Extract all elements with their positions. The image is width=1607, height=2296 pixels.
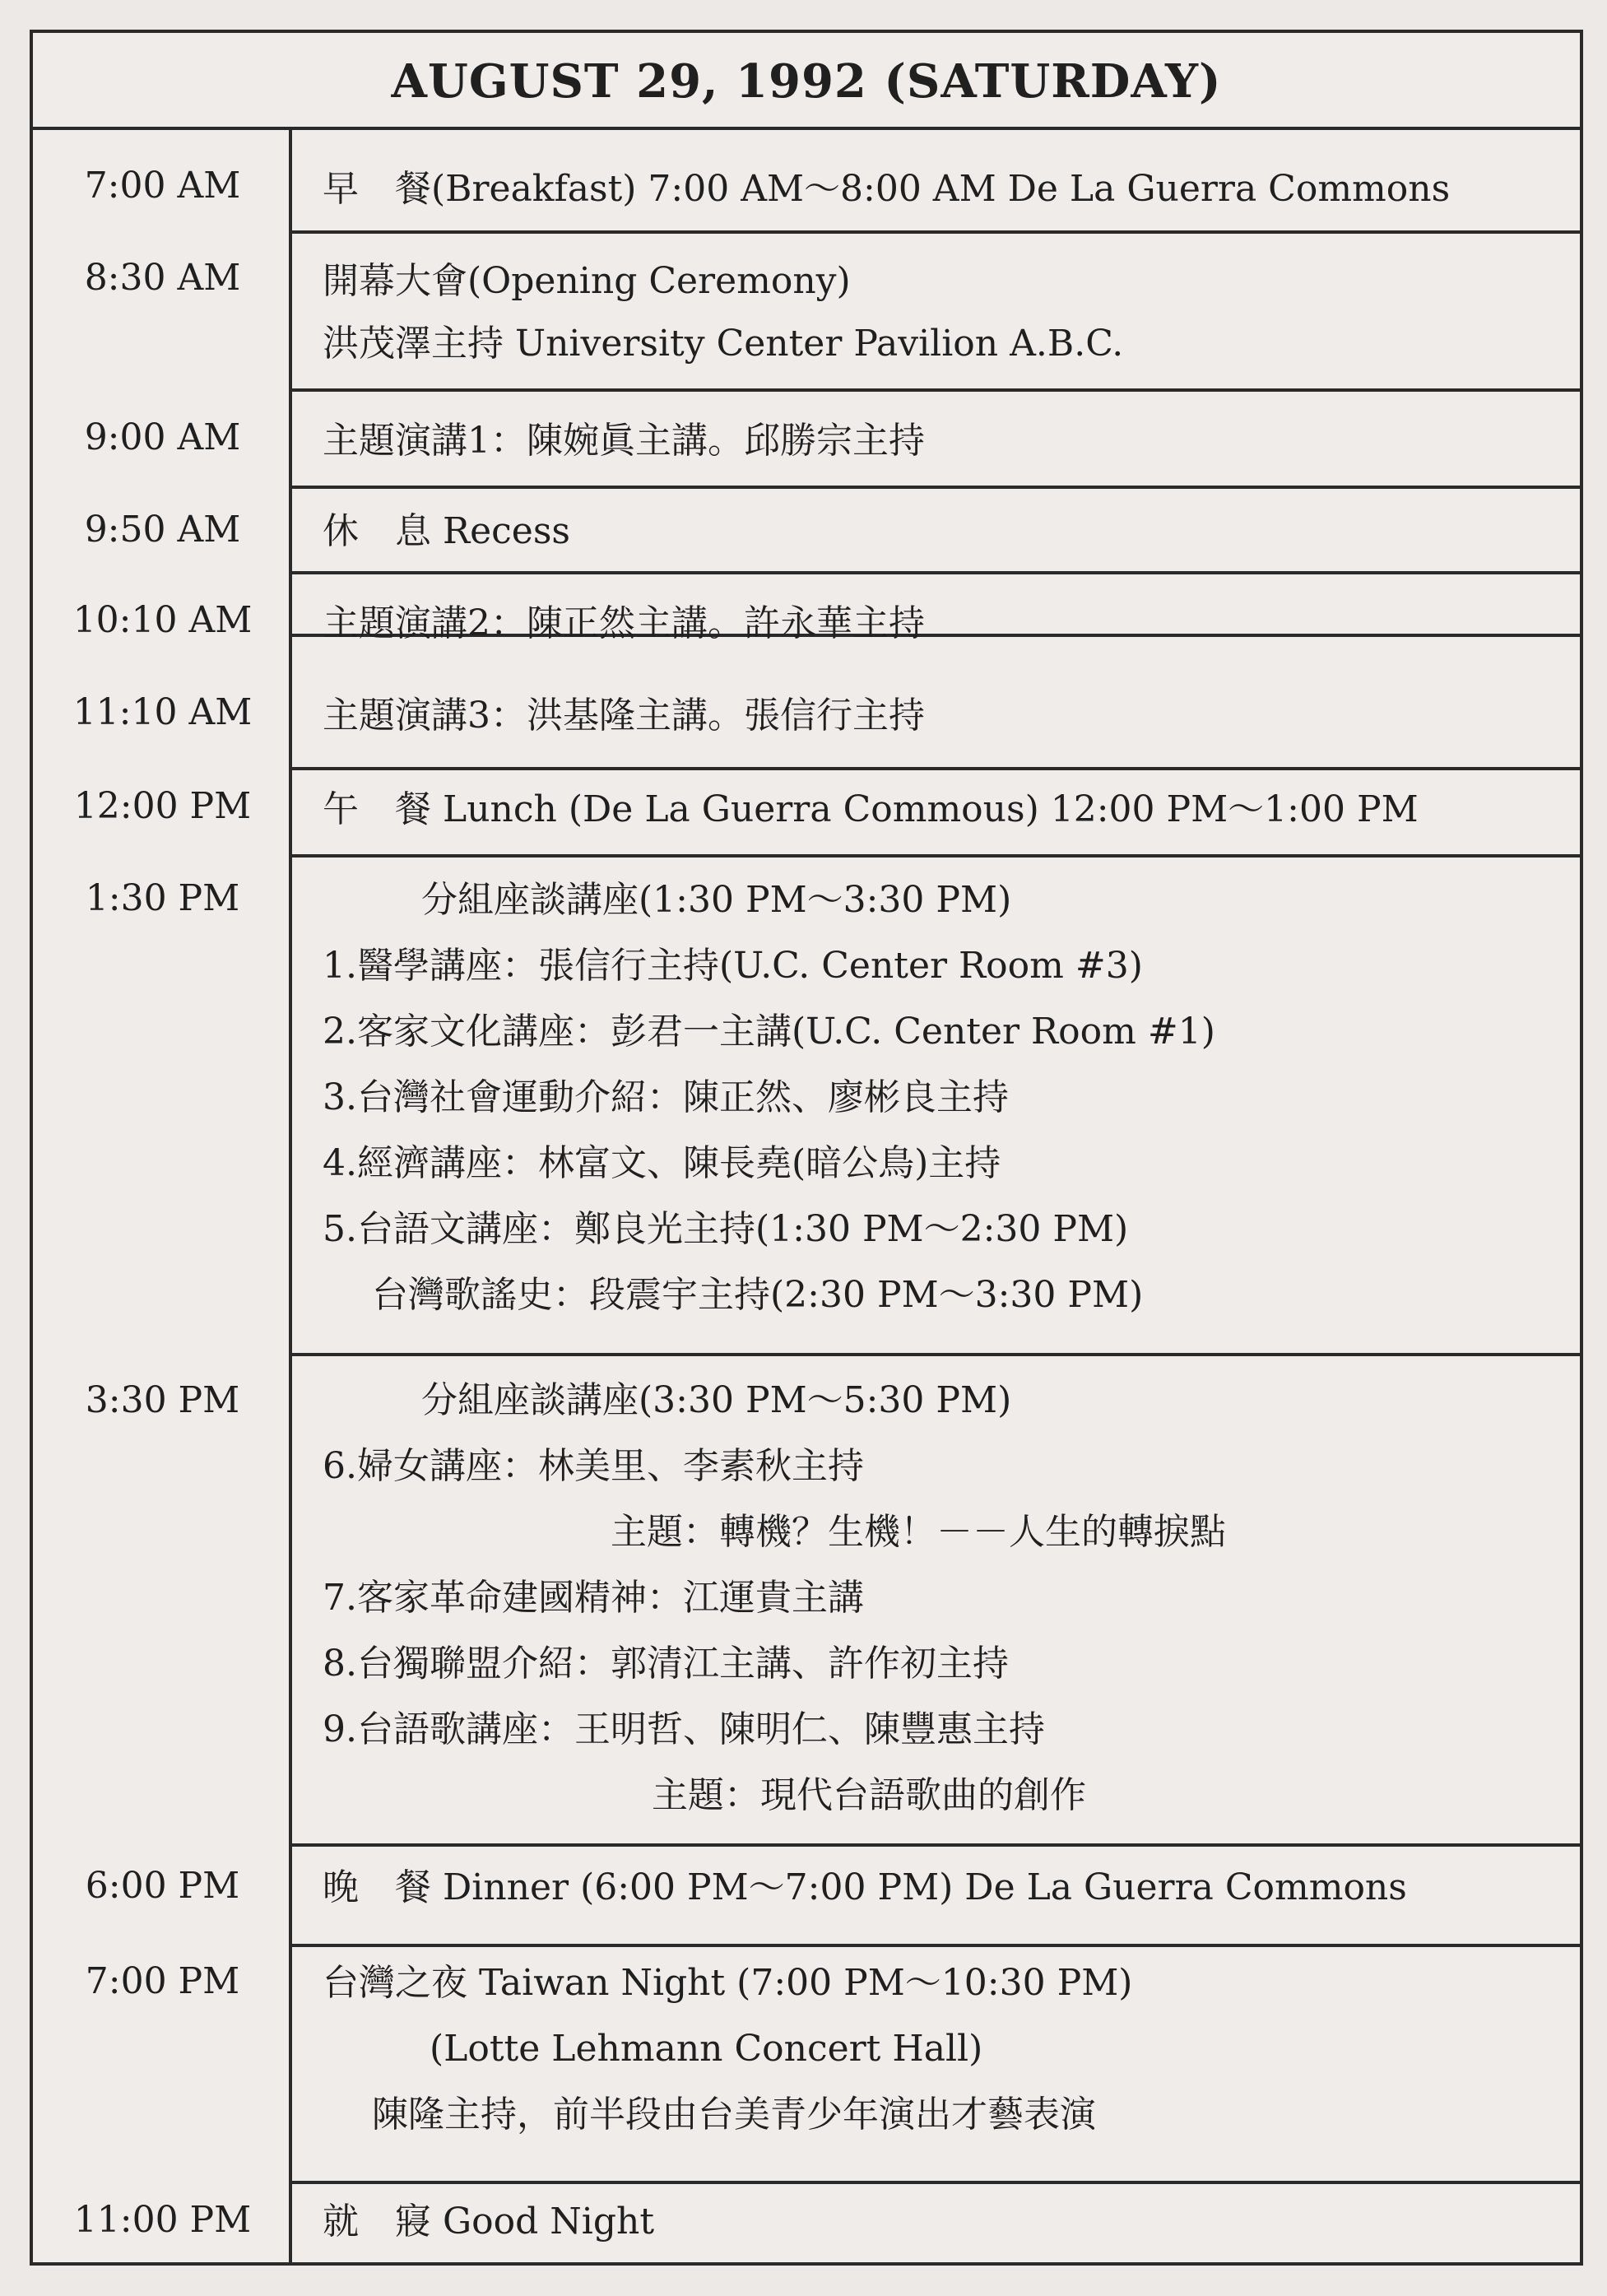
time-label: 8:30 AM <box>84 257 241 299</box>
schedule-entry <box>323 249 1563 377</box>
time-label: 9:50 AM <box>84 509 241 551</box>
entry-line: 分組座談講座(3:30 PM～5:30 PM) <box>421 1379 1012 1421</box>
schedule-entry <box>323 683 1563 749</box>
entry-line: 陳隆主持，前半段由台美青少年演出才藝表演 <box>372 2094 1096 2136</box>
entry-line: 分組座談講座(1:30 PM～3:30 PM) <box>421 879 1012 921</box>
schedule-entry <box>323 2189 1563 2255</box>
time-label: 7:00 PM <box>85 1960 240 2002</box>
schedule-entry <box>323 1950 1563 2148</box>
entry-line: 就 寢 Good Night <box>323 2201 655 2243</box>
page-title: AUGUST 29, 1992 (SATURDAY) <box>33 33 1580 130</box>
schedule-entry <box>323 777 1563 843</box>
row-divider <box>292 2181 1580 2184</box>
schedule-sheet <box>30 30 1583 2266</box>
schedule-entry <box>323 1855 1563 1921</box>
entry-line: 早 餐(Breakfast) 7:00 AM～8:00 AM De La Guerra Commons <box>323 168 1451 210</box>
entry-line: 1.醫學講座：張信行主持(U.C. Center Room #3) <box>323 945 1143 987</box>
entry-line: 6.婦女講座：林美里、李素秋主持 <box>323 1445 864 1487</box>
entry-line: 台灣歌謠史：段震宇主持(2:30 PM～3:30 PM) <box>372 1274 1144 1316</box>
row-divider <box>292 230 1580 234</box>
entry-line: 主題演講3：洪基隆主講。張信行主持 <box>323 695 925 737</box>
entry-line: 7.客家革命建國精神：江運貴主講 <box>323 1577 864 1619</box>
row-divider <box>292 571 1580 574</box>
entry-line: 午 餐 Lunch (De La Guerra Commous) 12:00 PM～1:00 PM <box>323 788 1419 830</box>
row-divider <box>292 854 1580 858</box>
entry-line: 2.客家文化講座：彭君一主講(U.C. Center Room #1) <box>323 1011 1215 1053</box>
entry-line: 4.經濟講座：林富文、陳長堯(暗公鳥)主持 <box>323 1142 1001 1184</box>
entry-line: (Lotte Lehmann Concert Hall) <box>430 2028 983 2070</box>
schedule-entry <box>323 408 1563 474</box>
schedule-entry <box>323 867 1563 1328</box>
schedule-entry <box>323 156 1563 222</box>
entry-line: 主題：現代台語歌曲的創作 <box>652 1774 1086 1816</box>
schedule-entry <box>323 1368 1563 1829</box>
entry-line: 台灣之夜 Taiwan Night (7:00 PM～10:30 PM) <box>323 1962 1133 2004</box>
time-label: 11:00 PM <box>73 2199 252 2241</box>
entry-line: 主題演講1：陳婉眞主講。邱勝宗主持 <box>323 420 925 462</box>
entry-line: 開幕大會(Opening Ceremony) <box>323 260 851 302</box>
row-divider <box>292 1353 1580 1356</box>
time-label: 6:00 PM <box>85 1865 240 1907</box>
row-divider <box>292 388 1580 392</box>
entry-line: 主題：轉機？生機！－－人生的轉捩點 <box>611 1511 1226 1553</box>
entry-line: 3.台灣社會運動介紹：陳正然、廖彬良主持 <box>323 1076 1009 1118</box>
row-divider <box>292 767 1580 770</box>
time-label: 1:30 PM <box>85 877 240 919</box>
time-label: 7:00 AM <box>84 165 241 207</box>
time-label: 10:10 AM <box>72 599 253 641</box>
entry-line: 8.台獨聯盟介紹：郭清江主講、許作初主持 <box>323 1643 1009 1685</box>
entry-line: 洪茂澤主持 University Center Pavilion A.B.C. <box>323 323 1124 365</box>
entry-line: 9.台語歌講座：王明哲、陳明仁、陳豐惠主持 <box>323 1708 1045 1750</box>
time-label: 3:30 PM <box>85 1379 240 1421</box>
entry-line: 休 息 Recess <box>323 510 570 552</box>
row-divider <box>292 1944 1580 1947</box>
time-label: 11:10 AM <box>72 691 253 733</box>
time-label: 12:00 PM <box>73 785 252 827</box>
entry-line: 5.台語文講座：鄭良光主持(1:30 PM～2:30 PM) <box>323 1208 1129 1250</box>
row-divider <box>292 1843 1580 1847</box>
row-divider <box>292 486 1580 489</box>
schedule-entry <box>323 591 1563 657</box>
schedule-entry <box>323 499 1563 565</box>
time-label: 9:00 AM <box>84 416 241 458</box>
entry-line: 主題演講2：陳正然主講。許永華主持 <box>323 602 925 644</box>
entry-line: 晚 餐 Dinner (6:00 PM～7:00 PM) De La Guerra Commons <box>323 1866 1407 1908</box>
